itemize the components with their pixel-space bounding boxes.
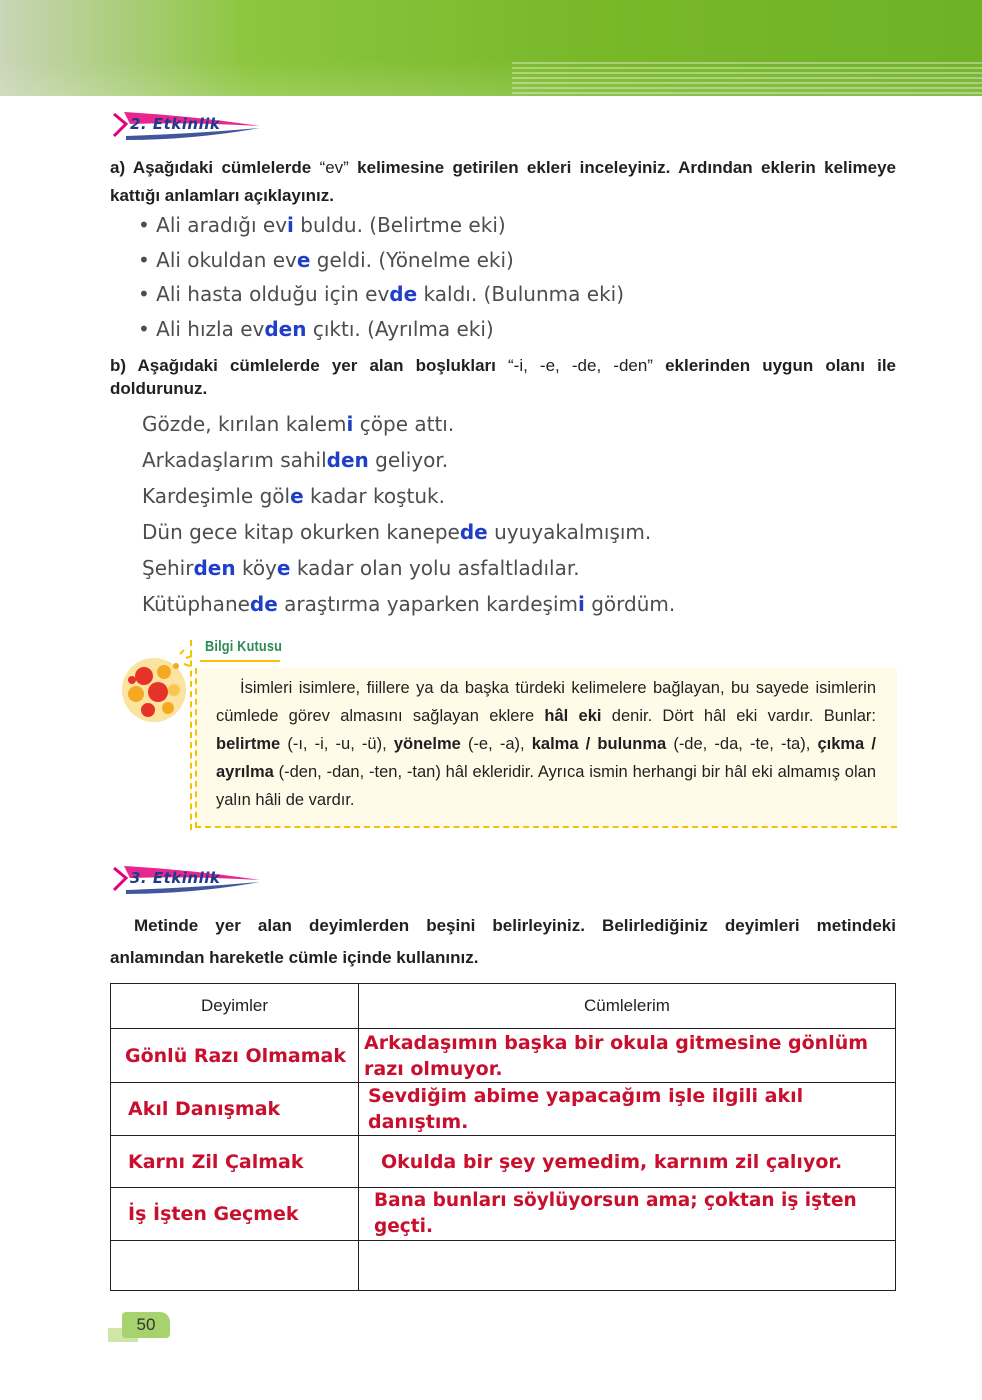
- column-header: Deyimler: [111, 984, 359, 1029]
- sentence-cell: Okulda bir şey yemedim, karnım zil çalıyor.: [359, 1136, 896, 1188]
- idiom-cell: Gönlü Razı Olmamak: [111, 1029, 359, 1083]
- table-row: [111, 1083, 896, 1136]
- idiom-cell: Akıl Danışmak: [111, 1083, 359, 1136]
- part-a-text-end: kelimesine getirilen ekleri inceleyiniz. Ardından eklerin kelimeye kattığı anlamları açıklayınız.: [110, 158, 896, 205]
- info-title-underline: [200, 660, 280, 662]
- table-header-row: [111, 984, 896, 1029]
- list-item: Şehirden köye kadar olan yolu asfaltladılar.: [142, 556, 580, 580]
- idioms-table: [110, 983, 896, 1291]
- table-row: [111, 1136, 896, 1188]
- part-a-instruction: [110, 154, 896, 210]
- table-row: [111, 1029, 896, 1083]
- list-item: Kardeşimle göle kadar koştuk.: [142, 484, 445, 508]
- list-item: Kütüphanede araştırma yaparken kardeşimi gördüm.: [142, 592, 676, 616]
- table-row: [111, 1188, 896, 1241]
- part-b-text-end: eklerinden uygun olanı ile doldurunuz.: [110, 356, 896, 398]
- page-number: 50: [122, 1312, 170, 1338]
- sentence-cell: Sevdiğim abime yapacağım işle ilgili akıl danıştım.: [359, 1083, 896, 1136]
- activity-3-label: 3. Etkinlik: [130, 869, 221, 887]
- list-item: • Ali hızla evden çıktı. (Ayrılma eki): [138, 316, 494, 341]
- table-row: [111, 1241, 896, 1291]
- fill-in-sentences: [142, 408, 675, 624]
- part-a-text-start: a) Aşağıdaki cümlelerde: [110, 158, 320, 177]
- part-b-instruction: [110, 354, 896, 400]
- list-item: • Ali hasta olduğu için evde kaldı. (Bulunma eki): [138, 282, 625, 306]
- info-box-title: Bilgi Kutusu: [205, 638, 283, 655]
- list-item: Arkadaşlarım sahilden geliyor.: [142, 448, 449, 472]
- part-a-quoted: “ev”: [319, 158, 349, 177]
- sentence-cell: [359, 1241, 896, 1291]
- part-b-quoted: “-i, -e, -de, -den”: [508, 356, 653, 375]
- info-ball-icon: [114, 646, 194, 726]
- activity-2-label: 2. Etkinlik: [130, 115, 221, 133]
- sentence-cell: Bana bunları söylüyorsun ama; çoktan iş işten geçti.: [359, 1188, 896, 1241]
- column-header: Cümlelerim: [359, 984, 896, 1029]
- idiom-cell: İş İşten Geçmek: [111, 1188, 359, 1241]
- idiom-cell: [111, 1241, 359, 1291]
- idiom-cell: Karnı Zil Çalmak: [111, 1136, 359, 1188]
- bullet-list: [138, 210, 624, 348]
- activity-2-badge: [112, 110, 262, 142]
- activity-3-badge: [112, 864, 262, 896]
- info-box-text: İsimleri isimlere, fiillere ya da başka türdeki kelimelere bağlayan, bu sayede isimlerin cümlede görev almasını sağlayan eklere hâl eki denir. Dört hâl eki vardır. Bunlar: belirtme (-ı, -i, -u, -ü), yönelme (-e, -a), kalma / bulunma (-de, -da, -te, -ta), çıkma / ayrılma (-den, -dan, -ten, -tan) hâl ekleridir. Ayrıca ismin herhangi bir hâl eki almamış olan yalın hâli de vardır.: [216, 679, 876, 809]
- list-item: Gözde, kırılan kalemi çöpe attı.: [142, 412, 455, 436]
- sentence-cell: Arkadaşımın başka bir okula gitmesine gönlüm razı olmuyor.: [359, 1029, 896, 1083]
- list-item: • Ali okuldan eve geldi. (Yönelme eki): [138, 247, 514, 272]
- list-item: • Ali aradığı evi buldu. (Belirtme eki): [138, 213, 506, 237]
- header-stripes: [512, 62, 982, 96]
- activity-3-instruction: Metinde yer alan deyimlerden beşini belirleyiniz. Belirlediğiniz deyimleri metindeki anlamından hareketle cümle içinde kullanınız.: [110, 916, 896, 967]
- part-b-text-start: b) Aşağıdaki cümlelerde yer alan boşlukları: [110, 356, 508, 375]
- list-item: Dün gece kitap okurken kanepede uyuyakalmışım.: [142, 520, 652, 544]
